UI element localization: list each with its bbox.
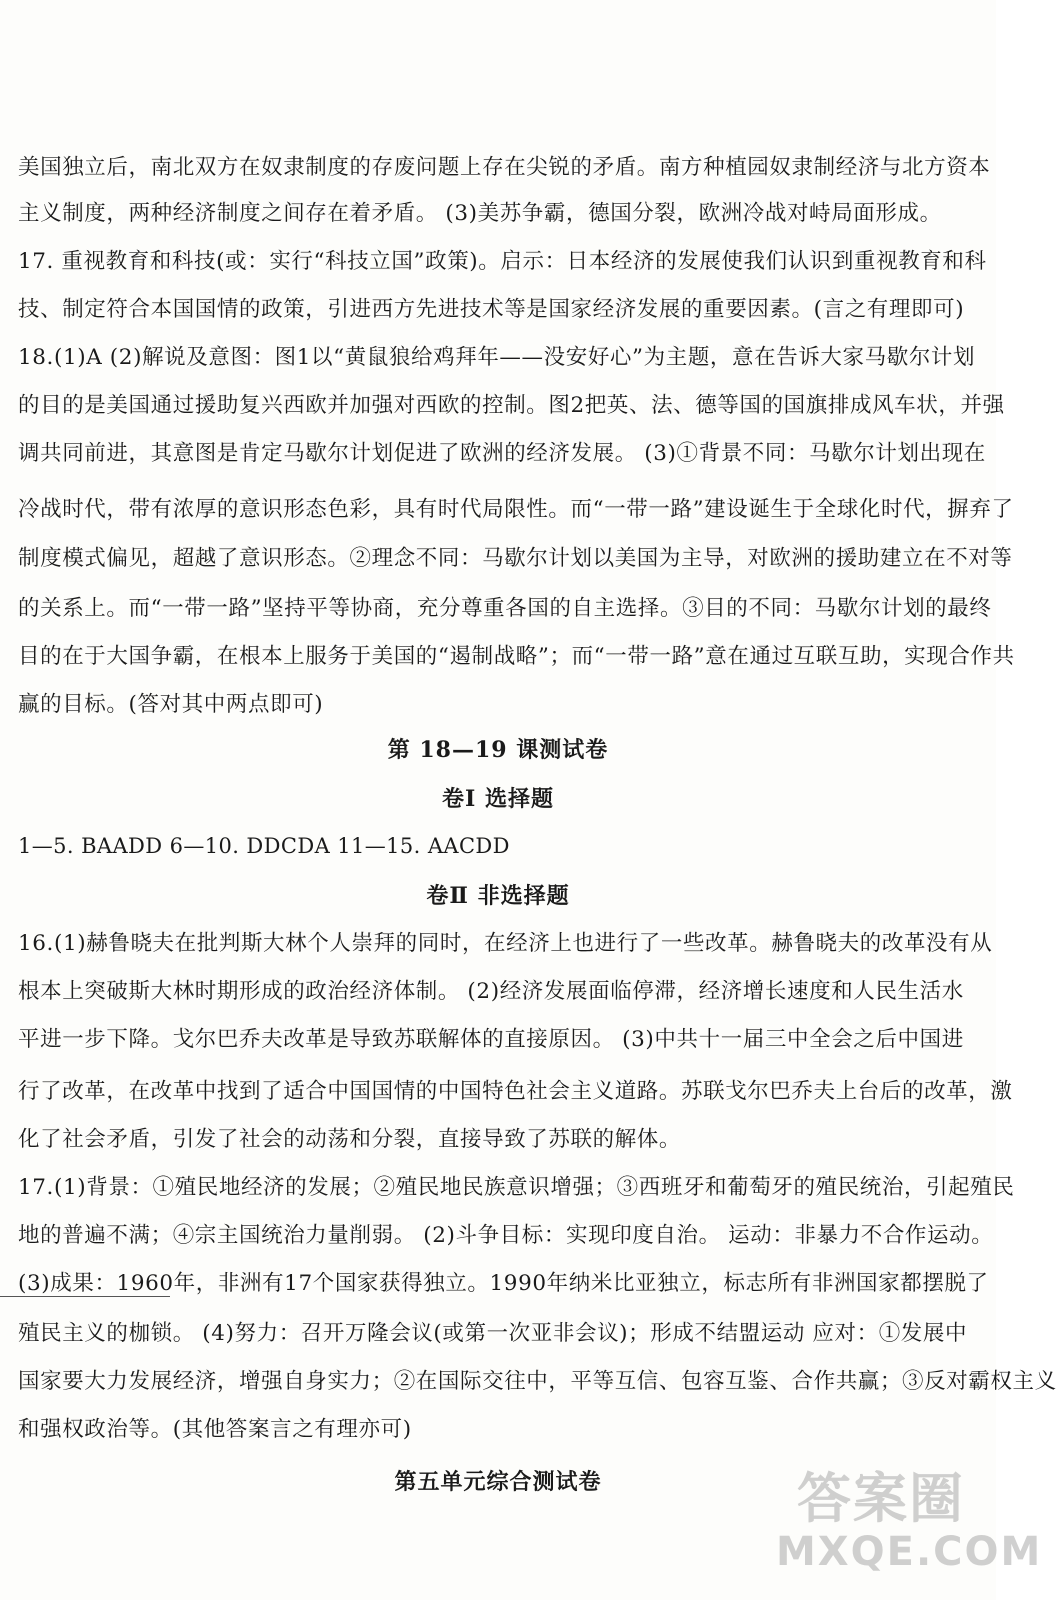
watermark-logo (776, 1467, 1043, 1588)
text-line: 目的在于大国争霸，在根本上服务于美国的“遏制战略”；而“一带一路”意在通过互联互助，实现合作共 (18, 644, 1015, 669)
text-line: 技、制定符合本国国情的政策，引进西方先进技术等是国家经济发展的重要因素。(言之有理即可) (18, 297, 965, 322)
text-line: 根本上突破斯大林时期形成的政治经济体制。 (2)经济发展面临停滞，经济增长速度和人民生活水 (18, 979, 964, 1004)
text-line: 18.(1)A (2)解说及意图：图1以“黄鼠狼给鸡拜年——没安好心”为主题，意在告诉大家马歇尔计划 (18, 345, 976, 370)
text-line: 调共同前进，其意图是肯定马歇尔计划促进了欧洲的经济发展。 (3)①背景不同：马歇尔计划出现在 (18, 441, 986, 466)
choice-answers: 1—5. BAADD 6—10. DDCDA 11—15. AACDD (18, 834, 510, 858)
text-line: 殖民主义的枷锁。 (4)努力：召开万隆会议(或第一次亚非会议)；形成不结盟运动 应对：①发展中 (18, 1321, 968, 1346)
text-line: 美国独立后，南北双方在奴隶制度的存废问题上存在尖锐的矛盾。南方种植园奴隶制经济与北方资本 (18, 155, 991, 180)
section-title: 第 18—19 课测试卷 (387, 737, 609, 763)
part-two-title: 卷Ⅱ 非选择题 (426, 883, 570, 909)
footer-section-title: 第五单元综合测试卷 (394, 1469, 602, 1495)
text-line: 17. 重视教育和科技(或：实行“科技立国”政策)。启示：日本经济的发展使我们认识到重视教育和科 (18, 249, 987, 274)
text-line: 17.(1)背景：①殖民地经济的发展；②殖民地民族意识增强；③西班牙和葡萄牙的殖民统治，引起殖民 (18, 1175, 1015, 1200)
text-line: 地的普遍不满；④宗主国统治力量削弱。 (2)斗争目标：实现印度自治。 运动：非暴力不合作运动。 (18, 1223, 994, 1248)
text-line: 冷战时代，带有浓厚的意识形态色彩，具有时代局限性。而“一带一路”建设诞生于全球化时代，摒弃了 (18, 497, 1014, 522)
text-line: 的目的是美国通过援助复兴西欧并加强对西欧的控制。图2把英、法、德等国的国旗排成风车状，并强 (18, 393, 1005, 418)
text-line: (3)成果：1960年，非洲有17个国家获得独立。1990年纳米比亚独立，标志所有非洲国家都摆脱了 (18, 1271, 989, 1296)
text-line: 行了改革，在改革中找到了适合中国国情的中国特色社会主义道路。苏联戈尔巴乔夫上台后的改革，激 (18, 1079, 1013, 1104)
watermark-top-text: 答案圈 (797, 1467, 965, 1530)
part-one-title: 卷Ⅰ 选择题 (442, 786, 554, 812)
text-line: 主义制度，两种经济制度之间存在着矛盾。 (3)美苏争霸，德国分裂，欧洲冷战对峙局面形成。 (18, 201, 942, 226)
text-line: 16.(1)赫鲁晓夫在批判斯大林个人崇拜的同时，在经济上也进行了一些改革。赫鲁晓夫的改革没有从 (18, 931, 993, 956)
text-line: 平进一步下降。戈尔巴乔夫改革是导致苏联解体的直接原因。 (3)中共十一届三中全会之后中国进 (18, 1027, 964, 1052)
watermark-bottom-text: MXQE.COM (776, 1529, 1043, 1575)
text-line: 化了社会矛盾，引发了社会的动荡和分裂，直接导致了苏联的解体。 (18, 1127, 682, 1152)
text-line: 和强权政治等。(其他答案言之有理亦可) (18, 1417, 412, 1442)
text-line: 的关系上。而“一带一路”坚持平等协商，充分尊重各国的自主选择。③目的不同：马歇尔计划的最终 (18, 596, 992, 621)
text-line: 赢的目标。(答对其中两点即可) (18, 692, 324, 717)
text-line: 制度模式偏见，超越了意识形态。②理念不同：马歇尔计划以美国为主导，对欧洲的援助建立在不对等 (18, 546, 1013, 571)
text-line: 国家要大力发展经济，增强自身实力；②在国际交往中，平等互信、包容互鉴、合作共赢；③反对霸权主义 (18, 1369, 1057, 1394)
divider (0, 1296, 170, 1297)
